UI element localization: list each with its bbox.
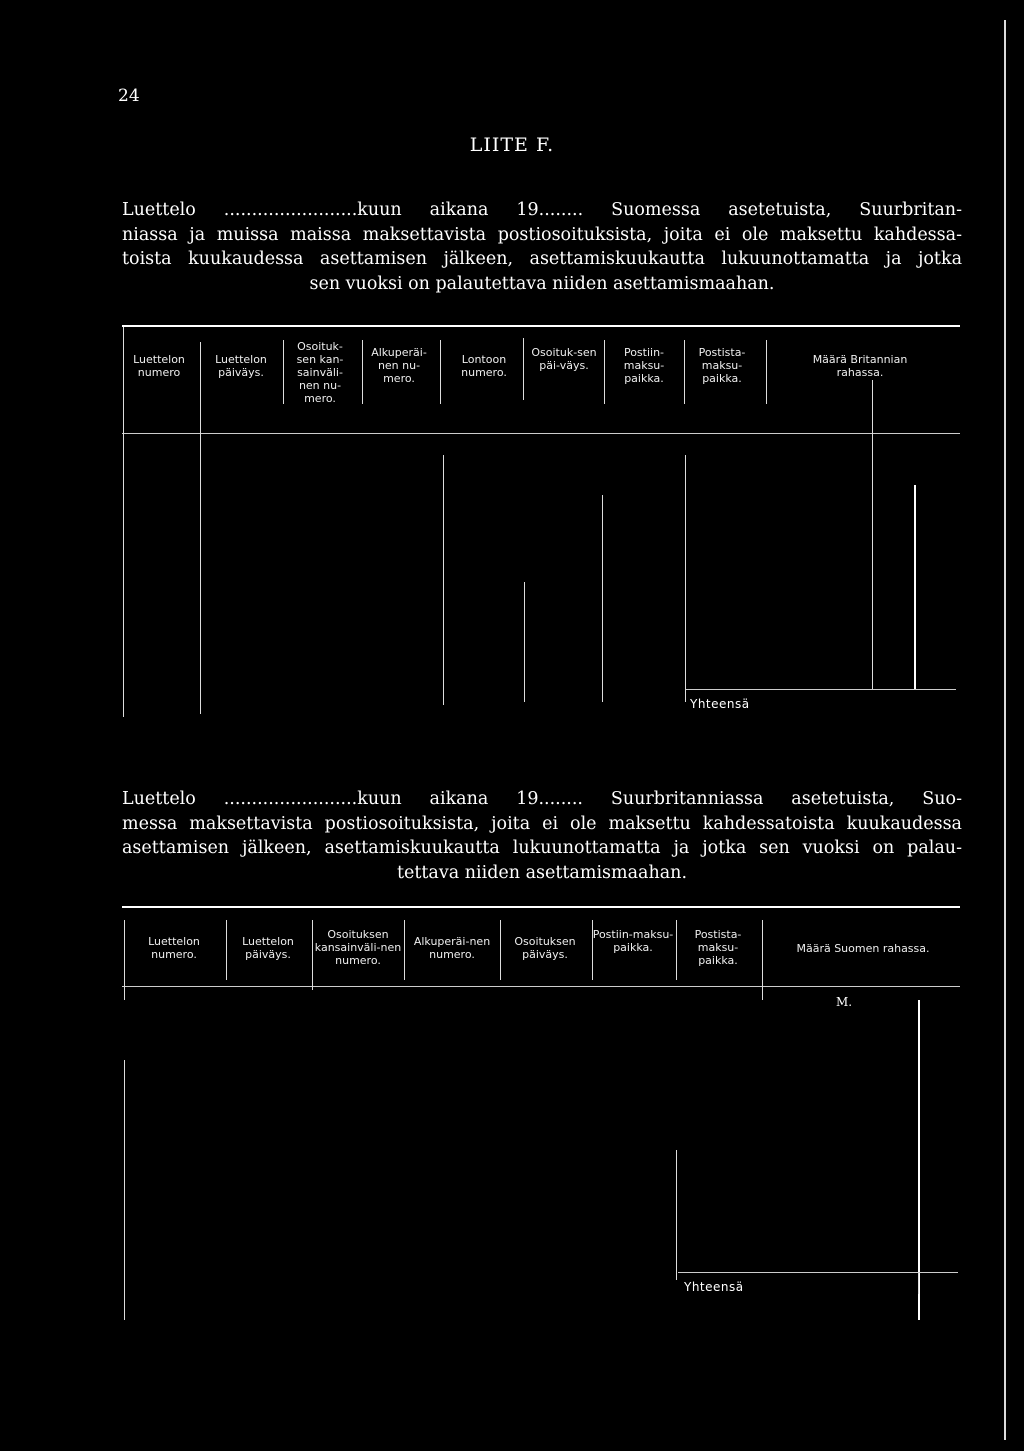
section1-paragraph (122, 198, 962, 296)
table1-header-original-number: Alkuperäi-nen nu-mero. (371, 346, 427, 385)
table1-col-divider-4b (443, 455, 444, 705)
table2-top-rule (122, 906, 960, 908)
table2-col-divider-6b (676, 1150, 677, 1280)
table2-col-divider-4 (500, 920, 501, 980)
table1-total-label: Yhteensä (690, 697, 750, 711)
table2-col-divider-3 (404, 920, 405, 980)
page-number: 24 (118, 86, 140, 106)
section2-line-3: asettamisen jälkeen, asettamiskuukautta lukuunottamatta ja jotka sen vuoksi on palau- (122, 838, 962, 858)
table2-total-rule (678, 1272, 958, 1273)
table1-left-border (123, 327, 124, 717)
table2-col-divider-5 (592, 920, 593, 980)
table2-header-amount-fim: Määrä Suomen rahassa. (796, 942, 930, 955)
section1-line-4: sen vuoksi on palautettava niiden asettamismaahan. (309, 273, 775, 294)
table1-col-divider-1 (200, 342, 201, 714)
table1-col-divider-2 (283, 340, 284, 404)
table1-col-divider-4a (440, 340, 441, 404)
table1-col-divider-7a (684, 340, 685, 404)
section2-line-1: Luettelo ........................kuun aikana 19........ Suurbritanniassa asetetuista, Suo- (122, 789, 962, 809)
section1-line-1: Luettelo ........................kuun aikana 19........ Suomessa asetetuista, Suurbritan- (122, 200, 962, 220)
table1-header-payin-place: Postiin-maksu-paikka. (623, 346, 665, 385)
table2-header-international-number: Osoituksen kansainväli-nen numero. (314, 928, 402, 967)
table2-header-payout-place: Postista-maksu-paikka. (694, 928, 742, 967)
table1-col-divider-6a (604, 340, 605, 404)
table1-total-rule (686, 689, 956, 690)
table1-header-order-date: Osoituk-sen päi-väys. (531, 346, 597, 372)
table2-header-order-date: Osoituksen päiväys. (514, 935, 576, 961)
table2-col-divider-2 (312, 920, 313, 990)
table1-header-list-number: Luettelon numero (133, 353, 185, 379)
table1-col-divider-10 (914, 485, 916, 690)
table2-header-list-date: Luettelon päiväys. (242, 935, 294, 961)
section1-line-2: niassa ja muissa maissa maksettavista postiosoituksista, joita ei ole maksettu kahdessa- (122, 224, 962, 245)
table1-col-divider-6b (602, 495, 603, 702)
table2-total-divider (918, 1272, 919, 1294)
table2-header-rule (122, 986, 960, 987)
section2-line-4: tettava niiden asettamismaahan. (396, 862, 688, 883)
table1-header-rule (122, 433, 960, 434)
table1-header-payout-place: Postista-maksu-paikka. (698, 346, 746, 385)
table1-top-rule (122, 325, 960, 327)
table1-col-divider-3 (362, 340, 363, 404)
section1-line-3: toista kuukaudessa asettamisen jälkeen, asettamiskuukautta lukuunottamatta ja jotka (122, 249, 962, 269)
table2-left-border (124, 920, 125, 1000)
table1-header-london-number: Lontoon numero. (461, 353, 507, 379)
table2-col-divider-7 (762, 920, 763, 1000)
table1-col-divider-9 (872, 380, 873, 690)
table2-total-label: Yhteensä (684, 1280, 744, 1294)
table2-left-border-lower (124, 1060, 125, 1320)
table1-header-amount-gbp: Määrä Britannian rahassa. (812, 353, 908, 379)
table1-header-international-number: Osoituk-sen kan-sainväli-nen nu-mero. (296, 340, 344, 405)
table1-col-divider-5a (523, 338, 524, 400)
section2-line-2: messa maksettavista postiosoituksista, joita ei ole maksettu kahdessatoista kuukaudessa (122, 813, 962, 834)
appendix-title: LIITE F. (469, 134, 555, 156)
table1-col-divider-7b (685, 455, 686, 702)
currency-mark: M. (836, 995, 853, 1009)
table2-header-list-number: Luettelon numero. (148, 935, 200, 961)
table2-col-divider-1 (226, 920, 227, 980)
table2-header-original-number: Alkuperäi-nen numero. (413, 935, 491, 961)
table1-col-divider-5b (524, 582, 525, 702)
table1-header-list-date: Luettelon päiväys. (215, 353, 267, 379)
table2-col-divider-6a (676, 920, 677, 980)
table2-header-payin-place: Postiin-maksu-paikka. (592, 928, 674, 954)
section2-paragraph (122, 787, 962, 885)
table1-col-divider-8 (766, 340, 767, 404)
